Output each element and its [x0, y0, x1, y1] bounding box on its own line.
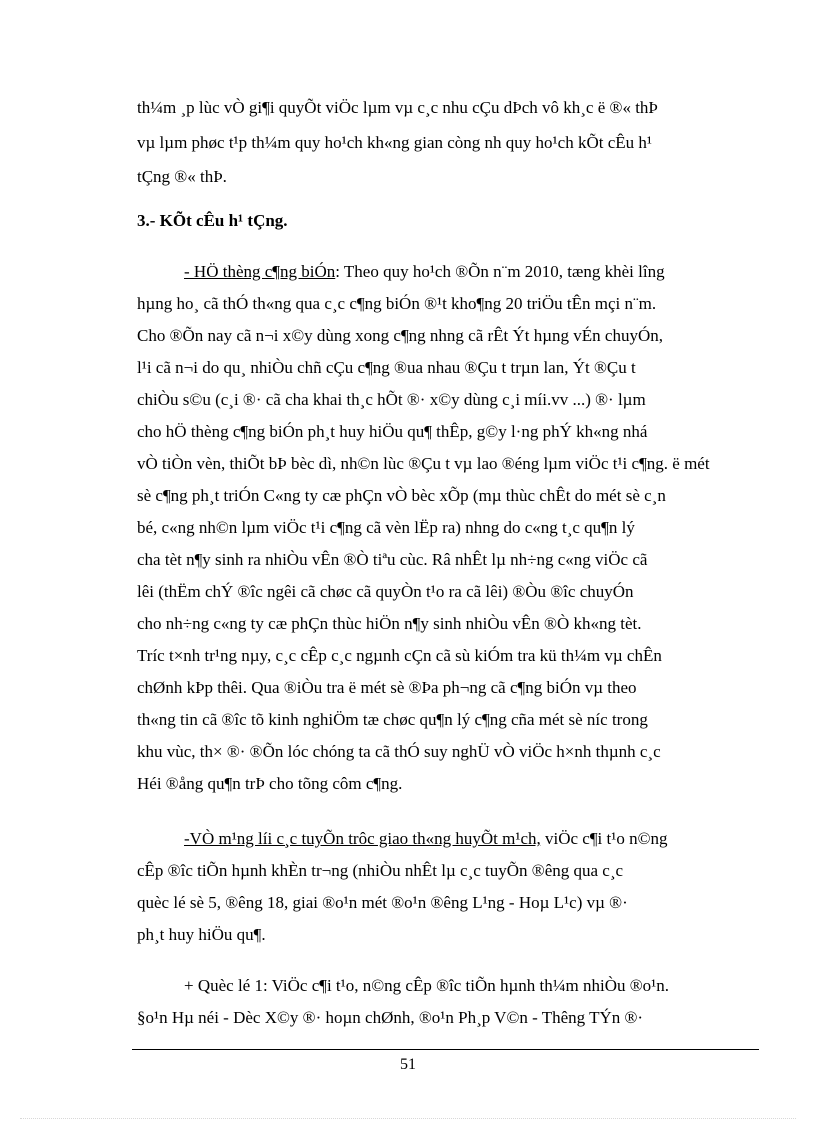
intro-line: th¼m ¸p lùc vÒ gi¶i quyÕt viÖc lµm vµ c¸c nhu cÇu dÞch vô kh¸c ë ®« thÞ: [137, 98, 658, 117]
paragraph-line-rest: : Theo quy ho¹ch ®Õn n¨m 2010, tæng khèi lîng: [335, 262, 665, 281]
paragraph-line: vÒ tiÒn vèn, thiÕt bÞ bèc dì, nh©n lùc ®Çu t vµ lao ®éng lµm viÖc t¹i c¶ng. ë mét: [137, 454, 710, 473]
paragraph-line: Héi ®ång qu¶n trÞ cho tõng côm c¶ng.: [137, 774, 403, 793]
paragraph-line: l¹i cã n¬i do qu¸ nhiÒu chñ cÇu c¶ng ®ua nhau ®Çu t trµn lan, Ýt ®Çu t: [137, 358, 636, 377]
paragraph-lead-underlined: - HÖ thèng c¶ng biÓn: [184, 262, 336, 281]
footer-divider: [132, 1049, 759, 1050]
paragraph-line: khu vùc, th× ®· ®Õn lóc chóng ta cã thÓ suy nghÜ vÒ viÖc h×nh thµnh c¸c: [137, 742, 661, 761]
paragraph-line: cÊp ®îc tiÕn hµnh khÈn tr¬ng (nhiÒu nhÊt lµ c¸c tuyÕn ®êng qua c¸c: [137, 861, 624, 880]
paragraph-first-line: [184, 828, 765, 850]
paragraph-lead-underlined: -VÒ m¹ng líi c¸c tuyÕn trôc giao th«ng huyÕt m¹ch,: [184, 829, 541, 848]
paragraph-line: sè c¶ng ph¸t triÓn C«ng ty cæ phÇn vÒ bèc xÕp (mµ thùc chÊt do mét sè c¸n: [137, 486, 666, 505]
paragraph-line: §o¹n Hµ néi - Dèc X©y ®· hoµn chØnh, ®o¹n Ph¸p V©n - Thêng TÝn ®·: [137, 1008, 644, 1027]
paragraph-line: cho hÖ thèng c¶ng biÓn ph¸t huy hiÖu qu¶ thÊp, g©y l·ng phÝ kh«ng nhá: [137, 422, 648, 441]
intro-line: tÇng ®« thÞ.: [137, 167, 227, 186]
paragraph-line: ph¸t huy hiÖu qu¶.: [137, 925, 266, 944]
paragraph-line: bé, c«ng nh©n lµm viÖc t¹i c¶ng cã vèn lËp ra) nhng do c«ng t¸c qu¶n lý: [137, 518, 635, 537]
paragraph-line: th«ng tin cã ®îc tõ kinh nghiÖm tæ chøc qu¶n lý c¶ng cña mét sè níc trong: [137, 710, 648, 729]
paragraph-first-line: + Quèc lé 1: ViÖc c¶i t¹o, n©ng cÊp ®îc tiÕn hµnh th¼m nhiÒu ®o¹n.: [184, 976, 669, 995]
paragraph-line: Tríc t×nh tr¹ng nµy, c¸c cÊp c¸c ngµnh cÇn cã sù kiÓm tra kü th¼m vµ chÊn: [137, 646, 662, 665]
page-number: 51: [400, 1056, 416, 1073]
paragraph-first-line: [184, 261, 765, 283]
paragraph-line: Cho ®Õn nay cã n¬i x©y dùng xong c¶ng nhng cã rÊt Ýt hµng vÉn chuyÓn,: [137, 326, 664, 345]
paragraph-line: chiÒu s©u (c¸i ®· cã cha khai th¸c hÕt ®· x©y dùng c¸i míi.vv ...) ®· lµm: [137, 390, 646, 409]
paragraph-line: cho nh÷ng c«ng ty cæ phÇn thùc hiÖn n¶y sinh nhiÒu vÊn ®Ò kh«ng tèt.: [137, 614, 642, 633]
intro-line: vµ lµm phøc t¹p th¼m quy ho¹ch kh«ng gian còng nh quy ho¹ch kÕt cÊu h¹: [137, 133, 652, 152]
page-bottom-border: [20, 1118, 796, 1119]
paragraph-line: hµng ho¸ cã thÓ th«ng qua c¸c c¶ng biÓn ®¹t kho¶ng 20 triÖu tÊn mçi n¨m.: [137, 294, 657, 313]
paragraph-line: chØnh kÞp thêi. Qua ®iÒu tra ë mét sè ®Þa ph¬ng cã c¶ng biÓn vµ theo: [137, 678, 637, 697]
paragraph-line: cha tèt n¶y sinh ra nhiÒu vÊn ®Ò tiªu cùc. Râ nhÊt lµ nh÷ng c«ng viÖc cã: [137, 550, 648, 569]
paragraph-line: quèc lé sè 5, ®êng 18, giai ®o¹n mét ®o¹n ®êng L¹ng - Hoµ L¹c) vµ ®·: [137, 893, 628, 912]
paragraph-line-rest: viÖc c¶i t¹o n©ng: [540, 829, 668, 848]
paragraph-line: lêi (thËm chÝ ®îc ngêi cã chøc cã quyÒn t¹o ra cã lêi) ®Òu ®îc chuyÓn: [137, 582, 634, 601]
section-heading: 3.- KÕt cÊu h¹ tÇng.: [137, 211, 288, 230]
